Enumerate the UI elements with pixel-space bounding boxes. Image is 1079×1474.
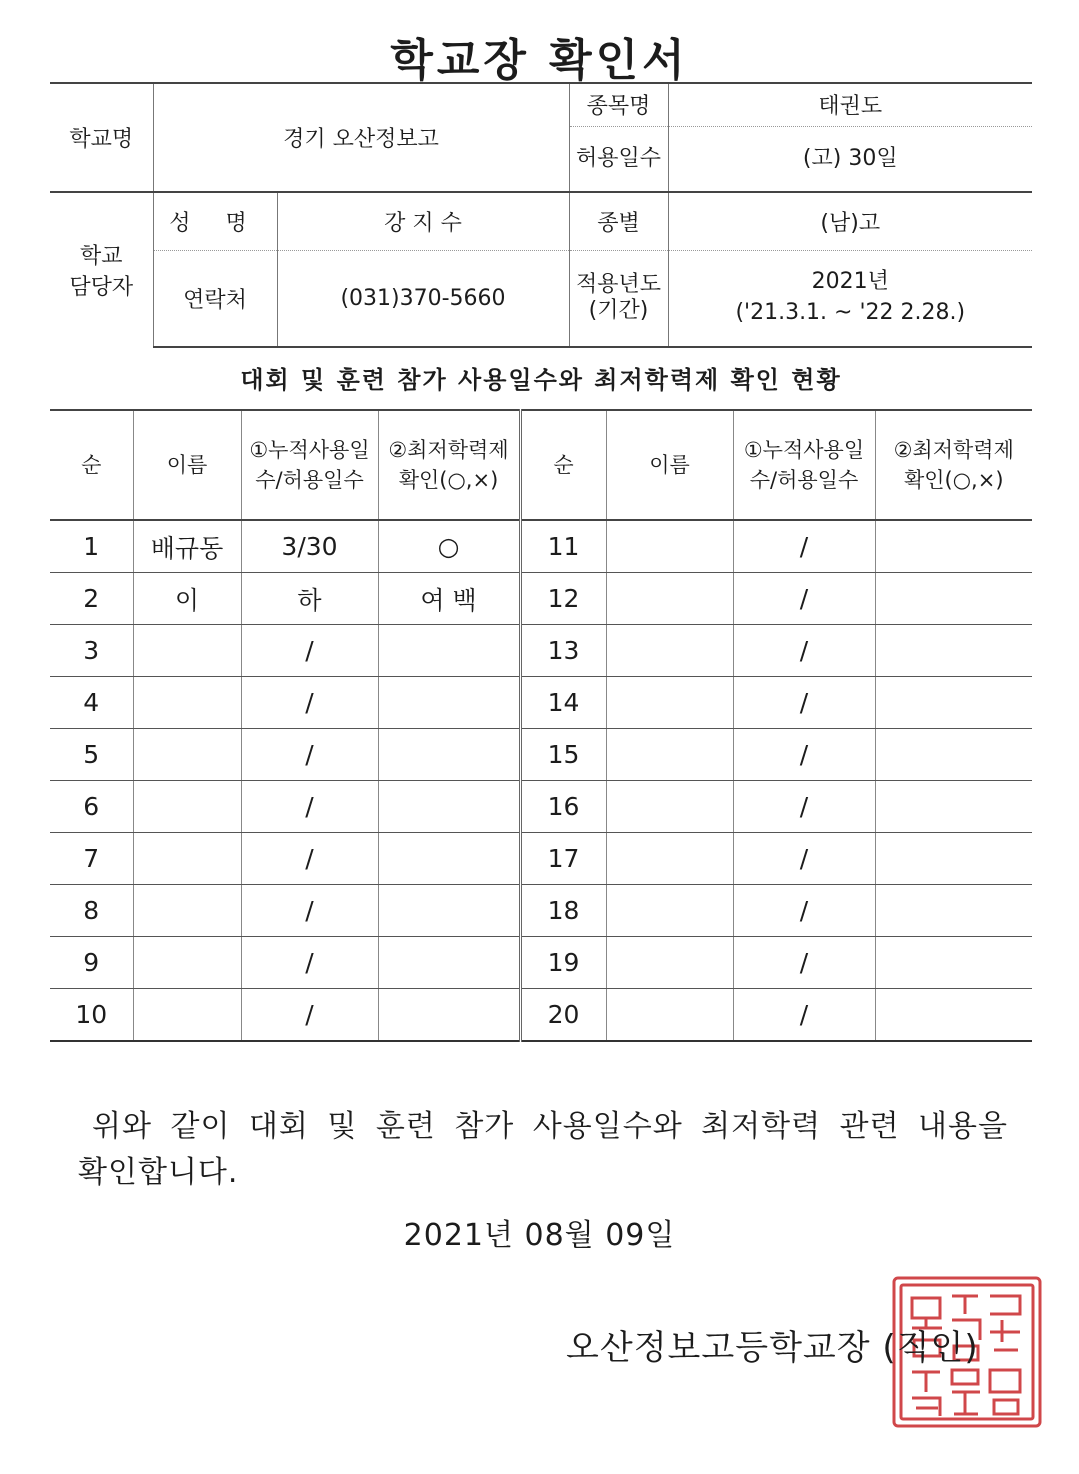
statement-line2: 확인합니다. (78, 1155, 239, 1190)
sport-label: 종목명 (569, 83, 668, 126)
row-no-left: 7 (50, 833, 133, 885)
row-no-right: 19 (520, 937, 606, 989)
row-name-left: 이 (133, 573, 241, 625)
table-row (50, 520, 1032, 573)
row-check-right (875, 833, 1032, 885)
period-label (569, 250, 668, 347)
row-days-left: / (241, 833, 378, 885)
table-row (50, 781, 1032, 833)
row-days-left: / (241, 937, 378, 989)
row-days-right: / (733, 625, 875, 677)
row-days-left: / (241, 729, 378, 781)
section-title: 대회 및 훈련 참가 사용일수와 최저학력제 확인 현황 (240, 366, 842, 394)
row-name-right (606, 885, 733, 937)
row-days-left: 하 (241, 573, 378, 625)
header-no-right: 순 (520, 410, 606, 520)
school-name-value: 경기 오산정보고 (153, 83, 569, 192)
header-days-left (241, 410, 378, 520)
row-days-left: / (241, 781, 378, 833)
row-days-right: / (733, 885, 875, 937)
row-check-left (378, 833, 520, 885)
row-days-right: / (733, 573, 875, 625)
row-check-left (378, 781, 520, 833)
row-check-right (875, 937, 1032, 989)
row-check-right (875, 781, 1032, 833)
row-name-right (606, 781, 733, 833)
row-days-right: / (733, 833, 875, 885)
usage-table (50, 409, 1032, 1042)
period-label-line2: (기간) (588, 298, 649, 324)
row-name-right (606, 989, 733, 1042)
row-check-right (875, 520, 1032, 573)
header-no-left: 순 (50, 410, 133, 520)
allowed-days-value: (고) 30일 (668, 126, 1032, 192)
row-name-left (133, 781, 241, 833)
table-row (50, 885, 1032, 937)
header-check-left (378, 410, 520, 520)
staff-name-label: 성 명 (153, 192, 277, 250)
row-days-left: 3/30 (241, 520, 378, 573)
row-name-left (133, 729, 241, 781)
gender-value: (남)고 (668, 192, 1032, 250)
row-no-left: 6 (50, 781, 133, 833)
period-range: ('21.3.1. ~ '22 2.28.) (735, 300, 966, 326)
header-check-line1: ②최저학력제 (893, 437, 1014, 462)
row-name-right (606, 573, 733, 625)
row-no-left: 1 (50, 520, 133, 573)
row-name-right (606, 937, 733, 989)
row-name-left: 배규동 (133, 520, 241, 573)
row-days-left: / (241, 625, 378, 677)
document-title: 학교장 확인서 (390, 35, 689, 86)
table-row (50, 937, 1032, 989)
row-no-right: 18 (520, 885, 606, 937)
gender-label: 종별 (569, 192, 668, 250)
issue-date: 2021년 08월 09일 (403, 1218, 676, 1253)
header-name-right: 이름 (606, 410, 733, 520)
row-name-right (606, 677, 733, 729)
row-check-left (378, 989, 520, 1042)
row-check-right (875, 625, 1032, 677)
table-row (50, 677, 1032, 729)
row-check-left (378, 625, 520, 677)
staff-label-line1: 학교 (79, 244, 123, 269)
row-days-left: / (241, 989, 378, 1042)
allowed-days-label: 허용일수 (569, 126, 668, 192)
row-no-left: 2 (50, 573, 133, 625)
row-check-right (875, 677, 1032, 729)
row-days-right: / (733, 677, 875, 729)
table-row (50, 729, 1032, 781)
row-no-right: 15 (520, 729, 606, 781)
row-no-right: 13 (520, 625, 606, 677)
row-check-right (875, 989, 1032, 1042)
row-name-right (606, 625, 733, 677)
row-no-right: 16 (520, 781, 606, 833)
row-days-right: / (733, 729, 875, 781)
row-days-right: / (733, 520, 875, 573)
row-no-right: 14 (520, 677, 606, 729)
header-check-line2: 확인(○,×) (398, 468, 499, 492)
row-check-left (378, 885, 520, 937)
header-check-line1: ②최저학력제 (388, 437, 509, 462)
row-name-left (133, 885, 241, 937)
header-days-line2: 수/허용일수 (255, 468, 364, 492)
row-no-right: 12 (520, 573, 606, 625)
row-no-right: 17 (520, 833, 606, 885)
row-name-left (133, 937, 241, 989)
row-no-left: 8 (50, 885, 133, 937)
staff-label-line2: 담당자 (69, 275, 134, 300)
row-name-right (606, 833, 733, 885)
header-days-right (733, 410, 875, 520)
table-header-row (50, 410, 1032, 520)
row-name-right (606, 520, 733, 573)
row-check-left (378, 937, 520, 989)
row-days-right: / (733, 937, 875, 989)
header-name-left: 이름 (133, 410, 241, 520)
row-no-left: 9 (50, 937, 133, 989)
header-days-line1: ①누적사용일 (249, 437, 370, 462)
table-row (50, 625, 1032, 677)
row-days-right: / (733, 781, 875, 833)
row-no-left: 3 (50, 625, 133, 677)
period-label-line1: 적용년도 (576, 271, 662, 297)
period-year: 2021년 (811, 269, 889, 295)
period-value (668, 250, 1032, 347)
confirmation-statement (78, 1104, 1008, 1196)
row-check-right (875, 885, 1032, 937)
row-name-left (133, 989, 241, 1042)
row-check-left (378, 677, 520, 729)
sport-value: 태권도 (668, 83, 1032, 126)
row-no-left: 10 (50, 989, 133, 1042)
header-check-right (875, 410, 1032, 520)
row-no-left: 5 (50, 729, 133, 781)
staff-label (50, 192, 153, 347)
row-name-left (133, 625, 241, 677)
row-days-left: / (241, 677, 378, 729)
header-days-line2: 수/허용일수 (749, 468, 859, 492)
row-check-right (875, 573, 1032, 625)
row-name-right (606, 729, 733, 781)
row-no-left: 4 (50, 677, 133, 729)
row-check-right (875, 729, 1032, 781)
school-info-table (50, 82, 1032, 348)
signer-name: 오산정보고등학교장 (직인) (566, 1328, 979, 1368)
row-check-left: 여 백 (378, 573, 520, 625)
statement-line1: 위와 같이 대회 및 훈련 참가 사용일수와 최저학력 관련 내용을 (92, 1109, 1008, 1144)
staff-name-value: 강 지 수 (277, 192, 569, 250)
contact-value: (031)370-5660 (277, 250, 569, 347)
header-check-line2: 확인(○,×) (903, 468, 1004, 492)
header-days-line1: ①누적사용일 (743, 437, 865, 462)
row-days-left: / (241, 885, 378, 937)
row-check-left (378, 729, 520, 781)
contact-label: 연락처 (153, 250, 277, 347)
row-no-right: 20 (520, 989, 606, 1042)
row-name-left (133, 833, 241, 885)
row-days-right: / (733, 989, 875, 1042)
table-row (50, 573, 1032, 625)
table-row (50, 989, 1032, 1042)
school-name-label: 학교명 (50, 83, 153, 192)
table-row (50, 833, 1032, 885)
row-name-left (133, 677, 241, 729)
row-no-right: 11 (520, 520, 606, 573)
row-check-left: ○ (378, 520, 520, 573)
